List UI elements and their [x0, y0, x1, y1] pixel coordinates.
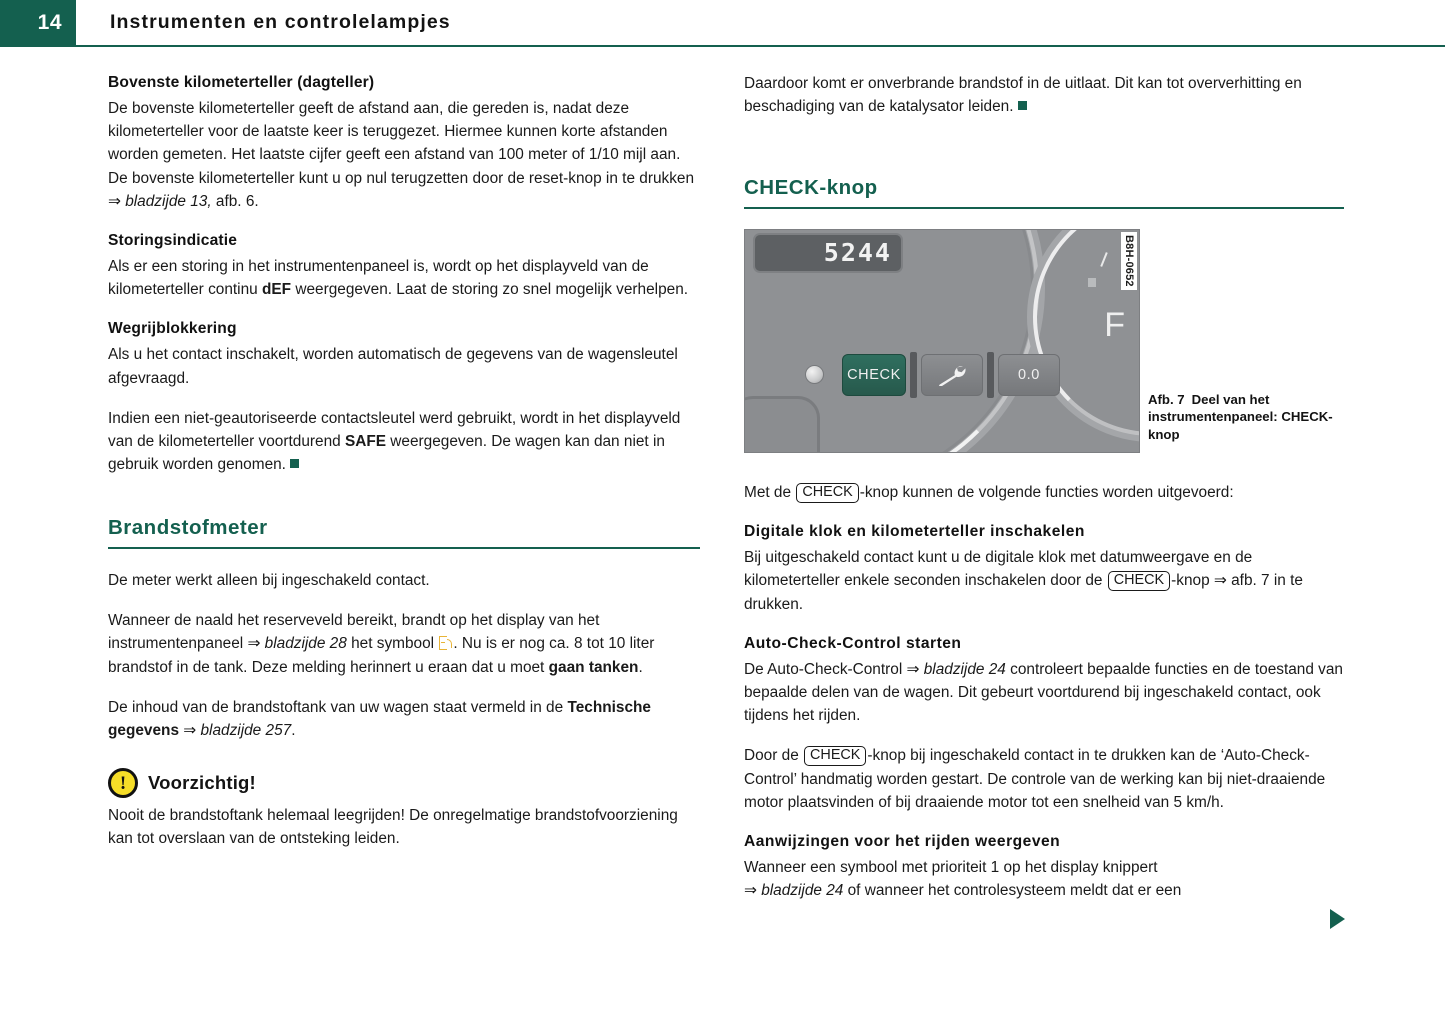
- end-of-section-marker: [290, 459, 299, 468]
- subheading-digitale-klok: Digitale klok en kilometerteller inschakelen: [744, 523, 1085, 541]
- paragraph-meter-werkt: De meter werkt alleen bij ingeschakeld contact.: [108, 571, 430, 589]
- paragraph-handmatig-starten: [744, 744, 1344, 814]
- page-header: [0, 0, 1445, 47]
- text-run: .: [638, 658, 643, 676]
- figure-caption-text: Deel van het instrumentenpaneel: CHECK-knop: [1148, 391, 1333, 442]
- paragraph-safe: [108, 407, 700, 477]
- caution-text: Nooit de brandstoftank helemaal leegrijden! De onregelmatige brandstofvoorziening kan tot overslaan van de ontsteking leiden.: [108, 807, 678, 848]
- paragraph-check-functies: [744, 481, 1344, 504]
- text-run: -knop bij ingeschakeld contact in te drukken kan de ‘Auto-Check-Control’ handmatig worden gestart. De controle van de werking kan bij niet-draaiende motor plaatsvinden of bij draaiende motor tot een snelheid van 5 km/h.: [744, 747, 1326, 811]
- caution-title: Voorzichtig!: [148, 772, 256, 794]
- emphasis-safe: SAFE: [344, 433, 387, 451]
- section-rule: [108, 547, 700, 549]
- arrow-glyph: ⇒: [183, 721, 197, 739]
- warning-exclamation-icon: [108, 768, 138, 798]
- paragraph-auto-check-control: [744, 658, 1344, 728]
- fuel-gauge-full-label: F: [1104, 305, 1125, 344]
- arrow-glyph: ⇒: [108, 192, 121, 210]
- text-run: Daardoor komt er onverbrande brandstof in de uitlaat. Dit kan tot oververhitting en beschadiging van de katalysator leiden.: [744, 75, 1302, 116]
- subheading-storingsindicatie: Storingsindicatie: [108, 232, 238, 250]
- text-run: -knop: [1171, 572, 1214, 590]
- left-column: [108, 72, 700, 868]
- warning-mark: !: [119, 772, 127, 794]
- section-heading-brandstofmeter: Brandstofmeter: [108, 516, 268, 540]
- arrow-glyph: ⇒: [247, 635, 261, 653]
- cross-reference: bladzijde 257: [200, 721, 292, 739]
- text-run: Wanneer een symbool met prioriteit 1 op het display knippert: [744, 858, 1158, 876]
- text-run: . Nu is er nog ca. 8 tot 10 liter brandstof in de tank. Deze melding herinnert u eraan dat u moet: [108, 635, 655, 676]
- paragraph-bovenste-kilometerteller: [108, 97, 700, 213]
- paragraph-digitale-klok: [744, 546, 1344, 616]
- text-run: De Auto-Check-Control: [744, 660, 907, 678]
- caution-header: [108, 768, 700, 798]
- cross-reference: bladzijde 24: [923, 660, 1006, 678]
- indicator-led-icon: [805, 365, 824, 384]
- page-number: 14: [37, 10, 62, 34]
- arrow-glyph: ⇒: [1213, 572, 1227, 590]
- right-column: [744, 72, 1344, 919]
- chapter-title: Instrumenten en controlelampjes: [110, 11, 451, 33]
- subheading-auto-check-control: Auto-Check-Control starten: [744, 634, 962, 652]
- paragraph-katalysator: [744, 72, 1344, 118]
- figure-number: Afb. 7: [1148, 391, 1185, 407]
- emphasis-gaan-tanken: gaan tanken: [548, 658, 639, 676]
- cross-reference: bladzijde 28: [264, 635, 347, 653]
- figure-caption: [1148, 391, 1338, 444]
- figure-instrument-panel: [744, 229, 1333, 453]
- text-run: .: [291, 721, 296, 739]
- arrow-glyph: ⇒: [744, 882, 757, 900]
- paragraph-tankinhoud: [108, 696, 700, 742]
- check-keycap: CHECK: [796, 483, 858, 503]
- paragraph-wegrijblokkering: Als u het contact inschakelt, worden automatisch de gegevens van de wagensleutel afgevraagd.: [108, 346, 678, 387]
- text-run: afb. 6.: [211, 192, 259, 210]
- cross-reference: bladzijde 13,: [125, 192, 212, 210]
- button-separator: [987, 352, 994, 398]
- odometer-lcd: [753, 233, 903, 273]
- paragraph-storingsindicatie: [108, 255, 700, 301]
- panel-button-row: [805, 352, 1060, 398]
- arrow-glyph: ⇒: [906, 660, 920, 678]
- panel-corner-shape: [744, 396, 820, 453]
- button-separator: [910, 352, 917, 398]
- text-run: of wanneer het controlesysteem meldt dat er een: [843, 882, 1182, 900]
- check-keycap: CHECK: [1108, 571, 1170, 591]
- text-run: afb. 7 in te drukken.: [744, 572, 1303, 613]
- fuel-pump-icon: [439, 635, 452, 651]
- gauge-marker-icon: [1088, 278, 1096, 287]
- figure-image-code: B8H-0652: [1121, 232, 1137, 290]
- caution-block: [108, 768, 700, 850]
- end-of-section-marker: [1018, 101, 1027, 110]
- header-rule: [0, 45, 1445, 47]
- text-run: De bovenste kilometerteller geeft de afstand aan, die gereden is, nadat deze kilometerteller voor de laatste keer is teruggezet. Hiermee kunnen korte afstanden worden gemeten. Het laatste cijfer geeft een afstand van 100 meter of 1/10 mijl aan. De bovenste kilometerteller kunt u op nul terugzetten door de reset-knop in te drukken: [108, 100, 695, 187]
- wrench-icon: [935, 364, 969, 386]
- text-run: Als er een storing in het instrumentenpaneel is, wordt op het displayveld van de kilometerteller continu: [108, 258, 649, 299]
- subheading-aanwijzingen-rijden: Aanwijzingen voor het rijden weergeven: [744, 832, 1061, 850]
- text-run: Door de: [744, 747, 804, 765]
- text-run: het symbool: [346, 635, 439, 653]
- continue-arrow-icon: [1330, 909, 1345, 929]
- section-heading-check-knop: CHECK-knop: [744, 176, 878, 200]
- text-run: Met de: [744, 483, 796, 501]
- cross-reference: bladzijde 24: [761, 882, 844, 900]
- paragraph-reserveveld: [108, 609, 700, 679]
- paragraph-aanwijzingen: [744, 856, 1344, 902]
- section-rule: [744, 207, 1344, 209]
- text-run: Bij uitgeschakeld contact kunt u de digitale klok met datumweergave en de kilometerteller enkele seconden inschakelen door de: [744, 549, 1253, 590]
- text-run: Indien een niet-geautoriseerde contactsleutel werd gebruikt, wordt in het displayveld van de kilometerteller voortdurend: [108, 409, 681, 451]
- odometer-value: 5244: [823, 238, 892, 268]
- text-run: -knop kunnen de volgende functies worden uitgevoerd:: [859, 483, 1234, 501]
- emphasis-technische-gegevens: Technische gegevens: [108, 698, 651, 739]
- trip-reset-button[interactable]: 0.0: [998, 354, 1060, 396]
- subheading-bovenste-kilometerteller: Bovenste kilometerteller (dagteller): [108, 74, 375, 91]
- subheading-wegrijblokkering: Wegrijblokkering: [108, 320, 237, 338]
- text-run: De inhoud van de brandstoftank van uw wagen staat vermeld in de: [108, 698, 568, 716]
- text-run: Wanneer de naald het reserveveld bereikt, brandt op het display van het instrumentenpaneel: [108, 612, 600, 653]
- service-button[interactable]: [921, 354, 983, 396]
- text-run: weergegeven. De wagen kan dan niet in gebruik worden genomen.: [108, 433, 665, 474]
- figure-image: [744, 229, 1140, 453]
- check-button[interactable]: CHECK: [842, 354, 906, 396]
- check-keycap: CHECK: [804, 746, 866, 766]
- text-run: controleert bepaalde functies en de toestand van bepaalde delen van de wagen. Dit gebeurt voortdurend bij ingeschakeld contact, ook tijdens het rijden.: [744, 660, 1343, 725]
- emphasis-def: dEF: [261, 281, 292, 299]
- text-run: weergegeven. Laat de storing zo snel mogelijk verhelpen.: [291, 281, 689, 299]
